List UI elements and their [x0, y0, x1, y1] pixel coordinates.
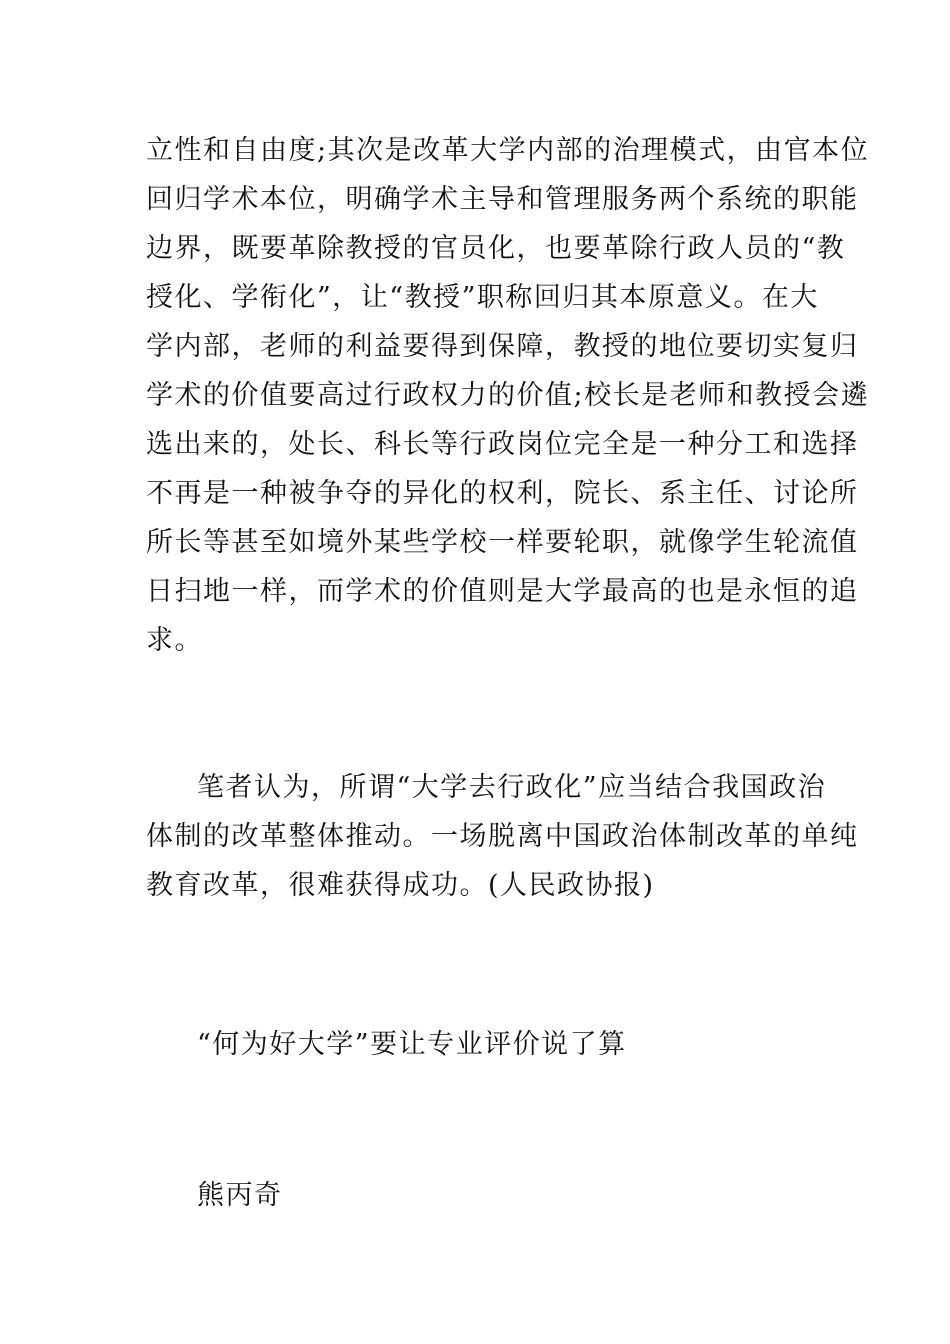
author-name: 熊丙奇 [197, 1180, 283, 1211]
paragraph-line: 学内部，老师的利益要得到保障，教授的地位要切实复归 [146, 331, 859, 362]
paragraph-line: 教育改革，很难获得成功。(人民政协报) [146, 870, 655, 901]
paragraph-line: 授化、学衔化”，让“教授”职称回归其本原意义。在大 [146, 282, 819, 313]
paragraph-line: 求。 [146, 625, 203, 656]
paragraph-line: 体制的改革整体推动。一场脱离中国政治体制改革的单纯 [146, 821, 859, 852]
paragraph-line: 立性和自由度;其次是改革大学内部的治理模式，由官本位 [146, 135, 870, 166]
article-title: “何为好大学”要让专业评价说了算 [197, 1029, 627, 1060]
paragraph-line: 边界，既要革除教授的官员化，也要革除行政人员的“教 [146, 233, 846, 264]
paragraph-line: 所长等甚至如境外某些学校一样要轮职，就像学生轮流值 [146, 527, 859, 558]
paragraph-line: 日扫地一样，而学术的价值则是大学最高的也是永恒的追 [146, 576, 859, 607]
paragraph-line: 不再是一种被争夺的异化的权利，院长、系主任、讨论所 [146, 478, 859, 509]
paragraph-line: 回归学术本位，明确学术主导和管理服务两个系统的职能 [146, 184, 859, 215]
paragraph-line: 笔者认为，所谓“大学去行政化”应当结合我国政治 [197, 772, 827, 803]
paragraph-line: 选出来的，处长、科长等行政岗位完全是一种分工和选择 [146, 429, 859, 460]
paragraph-line: 学术的价值要高过行政权力的价值;校长是老师和教授会遴 [146, 380, 870, 411]
